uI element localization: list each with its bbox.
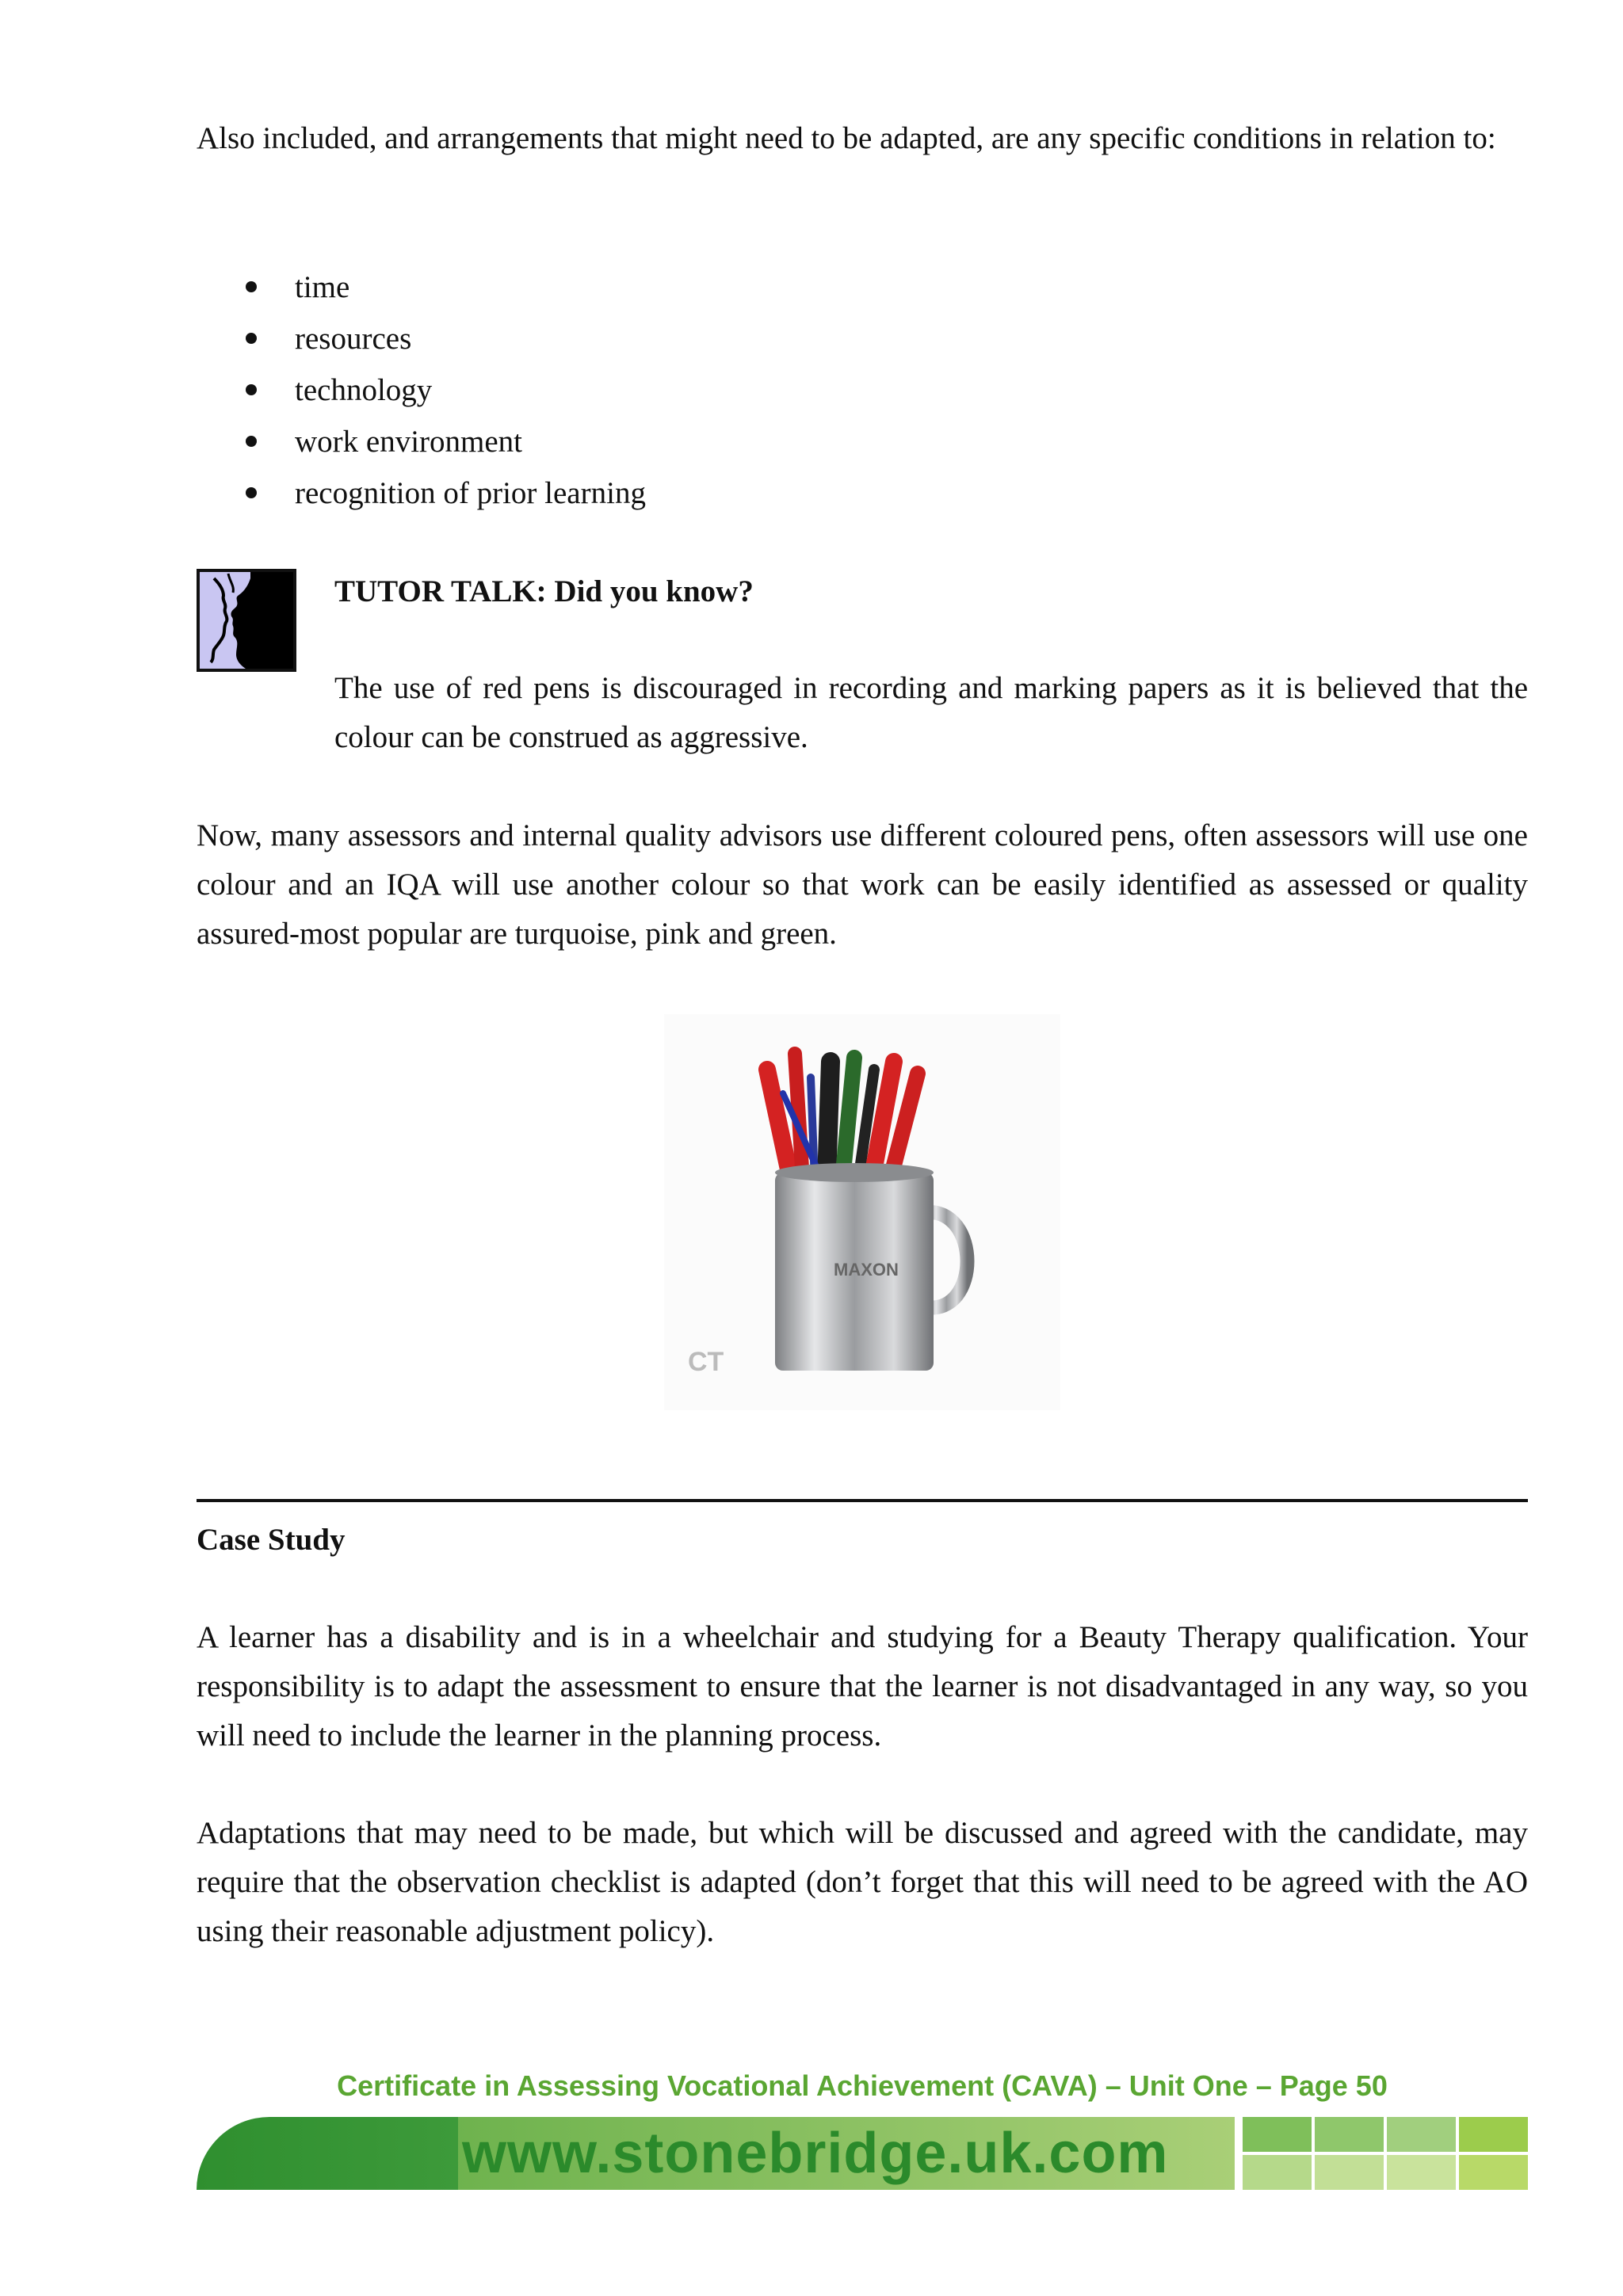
list-item: time xyxy=(197,261,646,313)
bullet-icon xyxy=(246,384,257,395)
tutor-talk-title: TUTOR TALK: Did you know? xyxy=(334,574,754,608)
svg-text:MAXON: MAXON xyxy=(834,1260,899,1280)
list-item: resources xyxy=(197,313,646,364)
conditions-list xyxy=(197,261,646,519)
section-divider xyxy=(197,1499,1528,1502)
banner-swoosh xyxy=(197,2117,458,2190)
two-faces-icon xyxy=(197,569,296,672)
pens-paragraph: Now, many assessors and internal quality advisors use different coloured pens, often assessors will use one colour and an IQA will use another colour so that work can be easily identified as assessed or quality assured-most popular are turquoise, pink and green. xyxy=(197,818,1528,951)
list-item: recognition of prior learning xyxy=(197,467,646,519)
website-link[interactable]: www.stonebridge.uk.com xyxy=(462,2122,1169,2185)
list-item: work environment xyxy=(197,416,646,467)
bullet-icon xyxy=(246,333,257,344)
bullet-icon xyxy=(246,281,257,292)
tutor-talk-text: The use of red pens is discouraged in recording and marking papers as it is believed that the colour can be construed as aggressive. xyxy=(334,671,1528,754)
banner-tiles xyxy=(1243,2117,1528,2190)
intro-paragraph: Also included, and arrangements that might need to be adapted, are any specific conditions in relation to: xyxy=(197,121,1496,155)
list-item: technology xyxy=(197,364,646,416)
svg-text:CT: CT xyxy=(688,1347,724,1377)
case-study-title: Case Study xyxy=(197,1523,346,1557)
case-study-paragraph: A learner has a disability and is in a wheelchair and studying for a Beauty Therapy qualification. Your responsibility is to adapt the assessment to ensure that the learner is not disadvantaged in any way, so you will need to include the learner in the planning process. xyxy=(197,1620,1528,1753)
footer-banner[interactable] xyxy=(197,2117,1528,2190)
pens-in-mug-photo xyxy=(664,1014,1060,1410)
bullet-icon xyxy=(246,487,257,498)
footer-caption: Certificate in Assessing Vocational Achievement (CAVA) – Unit One – Page 50 xyxy=(337,2069,1388,2102)
bullet-icon xyxy=(246,436,257,447)
case-study-paragraph: Adaptations that may need to be made, but which will be discussed and agreed with the candidate, may require that the observation checklist is adapted (don’t forget that this will need to be agreed with the AO using their reasonable adjustment policy). xyxy=(197,1816,1528,1948)
